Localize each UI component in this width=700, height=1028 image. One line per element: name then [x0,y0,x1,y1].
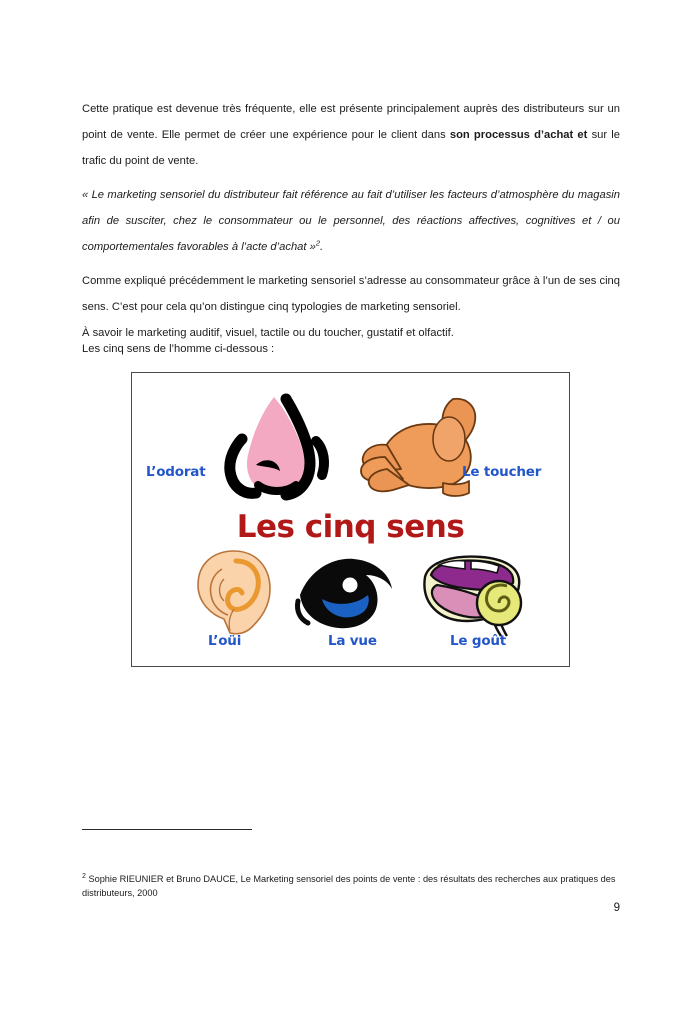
sense-label-taste: Le goût [450,633,507,649]
nose-icon [212,393,338,501]
footnote-text: Sophie RIEUNIER et Bruno DAUCE, Le Marketing sensoriel des points de vente : des résultats des recherches aux pratiques des distributeurs, 2000 [82,874,616,898]
paragraph-quote-text: « Le marketing sensoriel du distributeur fait référence au fait d’utiliser les facteurs d’atmosphère du magasin afin de susciter, chez le consommateur ou le personnel, des réactions affectives, cognitives et / ou comportementales favorables à l’acte d’achat » [82,189,620,253]
sense-label-touch: Le toucher [462,464,542,480]
page-number: 9 [613,902,620,914]
paragraph-intro-part2: sur le trafic du point de vente. [82,129,621,167]
footnote-separator [82,829,252,830]
ear-icon [190,549,276,637]
paragraph-quote-tail: . [320,241,324,253]
mouth-icon [415,551,531,637]
paragraph-quote [82,182,620,260]
footnote-marker: 2 [82,872,86,880]
hand-icon [357,395,495,499]
footnote [82,872,620,900]
paragraph-intro-bold: son processus d’achat et [449,129,588,141]
sense-label-smell: L’odorat [146,464,206,480]
paragraph-intro [82,96,620,174]
sense-label-hearing: L’oüi [208,633,242,649]
sense-label-sight: La vue [328,633,377,649]
paragraph-explanation-line2: À savoir le marketing auditif, visuel, tactile ou du toucher, gustatif et olfactif. [82,327,454,339]
paragraph-explanation-line1: Comme expliqué précédemment le marketing sensoriel s’adresse au consommateur grâce à l’un de ses cinq sens. C’est pour cela qu’on distingue cinq typologies de marketing sensoriel. [82,275,620,313]
figure-title: Les cinq sens [236,509,465,545]
paragraph-intro-part1: Cette pratique est devenue très fréquente, elle est présente principalement auprès des distributeurs sur un point de vente. Elle permet de créer une expérience pour le client dans [82,103,620,141]
figure-caption: Les cinq sens de l’homme ci-dessous : [82,343,275,355]
footnote-reference-marker: 2 [315,238,320,248]
document-body [82,96,620,346]
eye-icon [292,553,396,633]
five-senses-figure [131,372,570,667]
